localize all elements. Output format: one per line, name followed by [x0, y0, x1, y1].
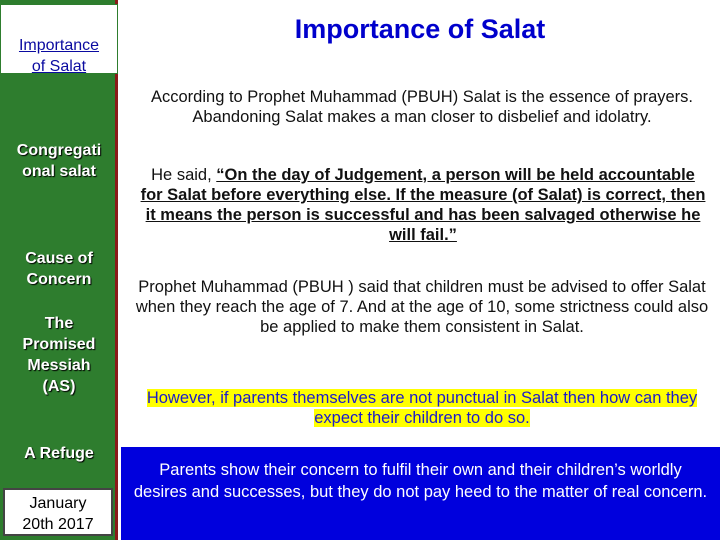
- sidebar-item-label: A Refuge: [24, 445, 94, 462]
- paragraph-children: Prophet Muhammad (PBUH ) said that children must be advised to offer Salat when they reach the age of 7. And at the age of 10, some strictness could also be applied to make them consistent in Salat.: [135, 278, 709, 336]
- date-line: January: [29, 495, 87, 512]
- sidebar-item-label: Messiah: [27, 357, 91, 374]
- sidebar-item-label: Cause of: [25, 250, 93, 267]
- hadith-quote: “On the day of Judgement, a person will be held accountable for Salat before everything else. If the measure (of Salat) is correct, then it means the person is successful and has been salvaged otherwise he will fail.”: [140, 166, 706, 244]
- sidebar-item-label: Congregati: [16, 142, 102, 159]
- sidebar-item-label: onal salat: [22, 163, 96, 180]
- concern-box: [121, 447, 720, 540]
- paragraph-parents: [128, 388, 716, 428]
- sidebar-item-promised-messiah[interactable]: [0, 313, 118, 397]
- paragraph-quote: [140, 165, 706, 245]
- sidebar-item-label: of Salat: [31, 58, 87, 75]
- sidebar-item-label: (AS): [42, 378, 76, 395]
- paragraph-essence: According to Prophet Muhammad (PBUH) Salat is the essence of prayers. Abandoning Salat makes a man closer to disbelief and idolatry.: [151, 88, 693, 126]
- highlighted-text: However, if parents themselves are not punctual in Salat then how can they expect their children to do so.: [146, 389, 698, 427]
- sidebar-nav: [0, 0, 118, 540]
- date-box: [3, 488, 113, 536]
- sidebar-item-label: Concern: [26, 271, 92, 288]
- sidebar-item-importance-of-salat[interactable]: [0, 4, 118, 74]
- sidebar-item-label: Importance: [18, 37, 100, 54]
- sidebar-item-a-refuge[interactable]: [0, 443, 118, 464]
- page-title: Importance of Salat: [294, 14, 546, 44]
- sidebar-item-congregational-salat[interactable]: [0, 140, 118, 182]
- sidebar-item-cause-of-concern[interactable]: [0, 248, 118, 290]
- date-line: 20th 2017: [22, 516, 94, 533]
- quote-prefix: He said,: [151, 166, 217, 184]
- concern-text: Parents show their concern to fulfil their own and their children’s worldly desires and successes, but they do not pay heed to the matter of real concern.: [133, 461, 708, 501]
- sidebar-item-label: Promised: [22, 336, 96, 353]
- sidebar-item-label: The: [44, 315, 74, 332]
